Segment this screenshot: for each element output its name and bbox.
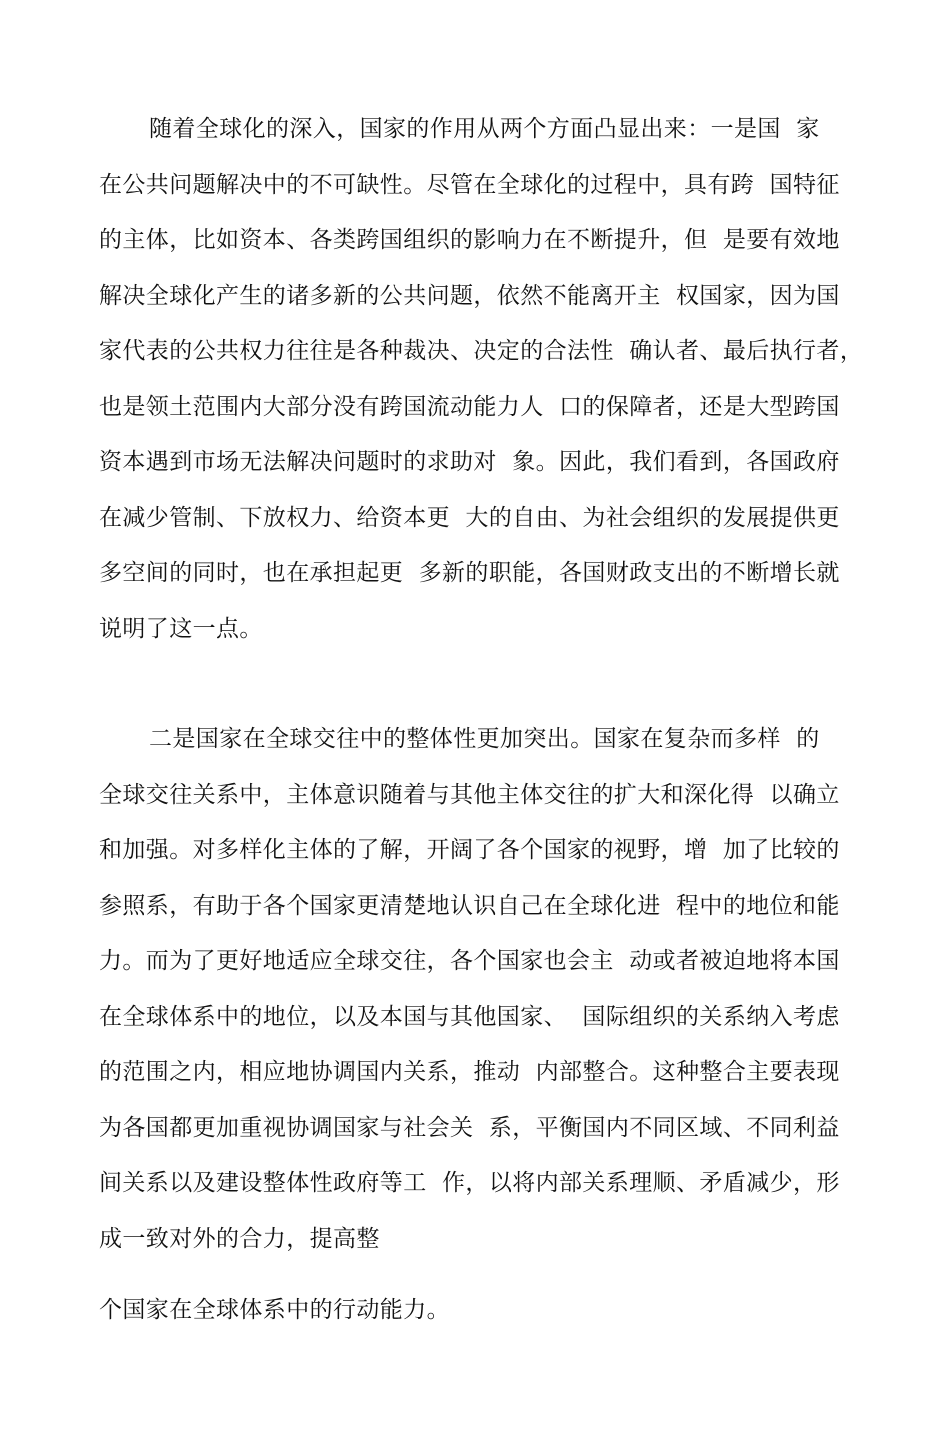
text-line: 参照系，有助于各个国家更清楚地认识自己在全球化进 程中的地位和能 <box>99 893 840 919</box>
text-line: 也是领土范围内大部分没有跨国流动能力人 口的保障者，还是大型跨国 <box>99 394 840 420</box>
text-line: 成一致对外的合力，提高整 <box>99 1226 380 1252</box>
text-line: 随着全球化的深入，国家的作用从两个方面凸显出来：一是国 家 <box>149 116 820 142</box>
text-line: 解决全球化产生的诸多新的公共问题，依然不能离开主 权国家，因为国 <box>99 283 840 309</box>
text-line: 二是国家在全球交往中的整体性更加突出。国家在复杂而多样 的 <box>149 726 820 752</box>
text-line: 和加强。对多样化主体的了解，开阔了各个国家的视野，增 加了比较的 <box>99 837 840 863</box>
text-line: 在公共问题解决中的不可缺性。尽管在全球化的过程中，具有跨 国特征 <box>99 172 840 198</box>
text-line: 全球交往关系中，主体意识随着与其他主体交往的扩大和深化得 以确立 <box>99 782 840 808</box>
text-line: 力。而为了更好地适应全球交往，各个国家也会主 动或者被迫地将本国 <box>99 948 840 974</box>
text-line: 资本遇到市场无法解决问题时的求助对 象。因此，我们看到，各国政府 <box>99 449 840 475</box>
text-line: 个国家在全球体系中的行动能力。 <box>99 1297 450 1323</box>
text-line: 的范围之内，相应地协调国内关系，推动 内部整合。这种整合主要表现 <box>99 1059 840 1085</box>
text-line: 的主体，比如资本、各类跨国组织的影响力在不断提升，但 是要有效地 <box>99 227 840 253</box>
text-line: 为各国都更加重视协调国家与社会关 系，平衡国内不同区域、不同利益 <box>99 1115 840 1141</box>
text-line: 在减少管制、下放权力、给资本更 大的自由、为社会组织的发展提供更 <box>99 505 840 531</box>
text-line: 在全球体系中的地位，以及本国与其他国家、 国际组织的关系纳入考虑 <box>99 1004 840 1030</box>
text-line: 家代表的公共权力往往是各种裁决、决定的合法性 确认者、最后执行者， <box>99 338 864 364</box>
text-line: 说明了这一点。 <box>99 616 263 642</box>
text-line: 间关系以及建设整体性政府等工 作，以将内部关系理顺、矛盾减少，形 <box>99 1170 840 1196</box>
text-line: 多空间的同时，也在承担起更 多新的职能，各国财政支出的不断增长就 <box>99 560 840 586</box>
